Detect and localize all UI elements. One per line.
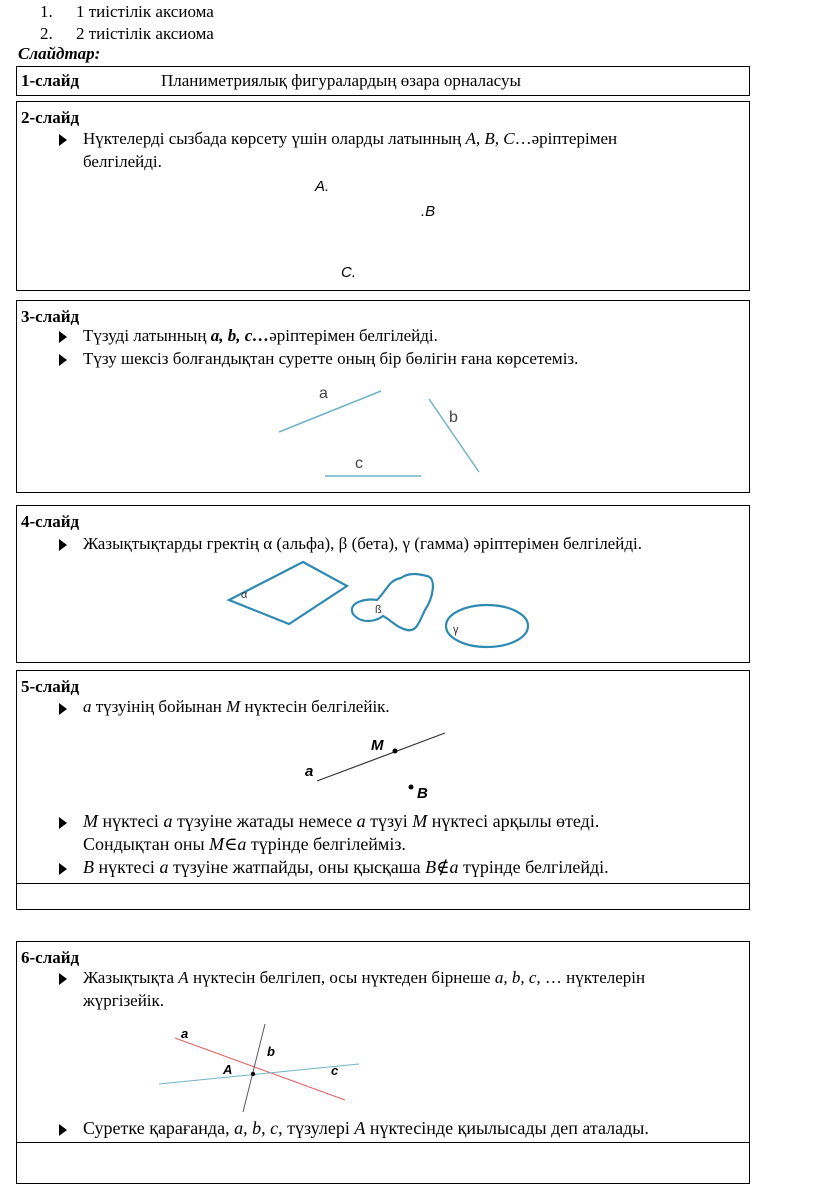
point-m-label: M (371, 737, 384, 754)
slide-1-label: 1-слайд (21, 71, 80, 90)
slide-6-bullet-1-cont: жүргізейік. (83, 991, 165, 1010)
point-b (409, 785, 414, 790)
point-a (251, 1072, 255, 1076)
slide-3-bullet-1: Түзуді латынның a, b, c…әріптерімен белгілейді. (83, 326, 438, 345)
plane-beta-shape (352, 574, 433, 630)
point-m (393, 749, 398, 754)
alpha-label: α (241, 589, 248, 601)
list-item-2: 2 тиістілік аксиома (76, 24, 214, 43)
slide-5-box (16, 670, 750, 910)
slide-3-box (16, 300, 750, 493)
list-number-2: 2. (40, 24, 53, 43)
line-a (175, 1038, 345, 1100)
slide-5-bullet-2: М нүктесі а түзуіне жатады немесе а түзуі М нүктесі арқылы өтеді. (83, 811, 600, 831)
slide-2-bullet-1-cont: белгілейді. (83, 152, 162, 171)
slide-5-label: 5-слайд (21, 677, 80, 696)
line-c-label: c (331, 1063, 339, 1078)
lines-figure (17, 301, 751, 494)
slide-2-label: 2-слайд (21, 108, 80, 127)
bullet-icon (59, 863, 67, 875)
bullet-icon (59, 817, 67, 829)
slide-4-label: 4-слайд (21, 512, 80, 531)
slide-1-box (16, 66, 750, 96)
list-item-1: 1 тиістілік аксиома (76, 2, 214, 21)
slide-6-box (16, 941, 750, 1184)
point-c-label: C. (341, 264, 356, 281)
line-c (159, 1064, 359, 1084)
line-a (279, 391, 381, 432)
slide-1-title: Планиметриялық фигуралардың өзара орналасуы (161, 71, 521, 90)
line-b-label: b (449, 409, 458, 426)
bullet-icon (59, 134, 67, 146)
line-a-label: a (305, 763, 314, 780)
slide-6-bullet-2: Суретке қарағанда, a, b, c, түзулері A нүктесінде қиылысады деп аталады. (83, 1118, 649, 1138)
point-a-label: A (223, 1062, 233, 1077)
planes-figure (17, 506, 751, 664)
slide-2-box (16, 101, 750, 291)
slide-5-bullet-3: В нүктесі а түзуіне жатпайды, оны қысқаша В∉а түрінде белгілейді. (83, 857, 609, 877)
slide-6-bullet-1: Жазықтықта А нүктесін белгілеп, осы нүктеден бірнеше a, b, c, … нүктелерін (83, 968, 646, 987)
table-divider (17, 1142, 749, 1143)
line-b (243, 1024, 265, 1112)
slide-3-label: 3-слайд (21, 307, 80, 326)
slide-5-bullet-1: a түзуінің бойынан М нүктесін белгілейік. (83, 697, 390, 716)
slide-4-box (16, 505, 750, 663)
line-b-label: b (267, 1044, 275, 1059)
intersecting-lines-figure (17, 942, 751, 1185)
gamma-label: γ (453, 624, 459, 636)
line-a-label: a (319, 385, 328, 402)
slide-3-bullet-2: Түзу шексіз болғандықтан суретте оның бір бөлігін ғана көрсетеміз. (83, 349, 579, 368)
slide-4-bullet-1: Жазықтықтарды гректің α (альфа), β (бета), γ (гамма) әріптерімен белгілейді. (83, 534, 642, 553)
list-number-1: 1. (40, 2, 53, 21)
line-c-label: c (355, 455, 363, 472)
slide-2-bullet-1: Нүктелерді сызбада көрсету үшін оларды латынның А, В, С…әріптерімен (83, 129, 618, 148)
bullet-icon (59, 1124, 67, 1136)
slide-6-label: 6-слайд (21, 948, 80, 967)
slide-5-bullet-2-cont: Сондықтан оны М∈а түрінде белгілейміз. (83, 834, 406, 854)
point-a-label: A. (315, 178, 330, 195)
slides-heading: Слайдтар: (18, 44, 101, 63)
point-b-label: .B (421, 203, 436, 220)
line-a-label: a (181, 1026, 189, 1041)
table-divider (17, 883, 749, 884)
beta-label: ß (375, 604, 382, 616)
point-b-label: B (417, 785, 428, 802)
